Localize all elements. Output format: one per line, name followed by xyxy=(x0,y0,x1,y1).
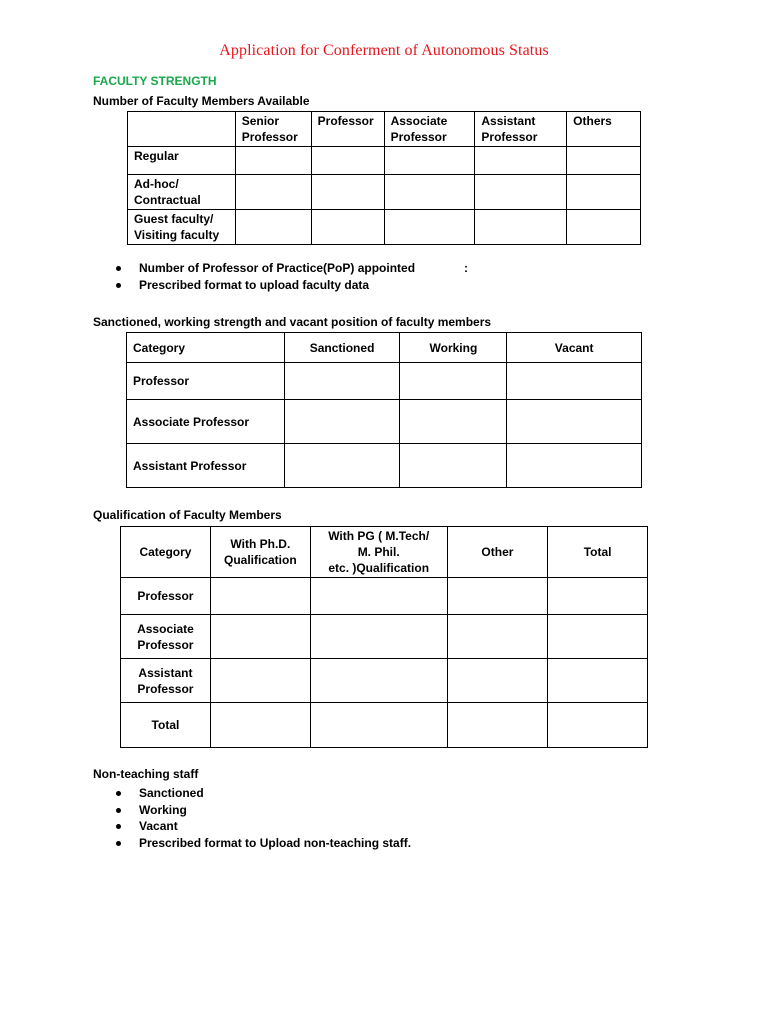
sanctioned-heading: Sanctioned, working strength and vacant position of faculty members xyxy=(93,315,492,329)
row-label xyxy=(121,659,211,703)
blank-entry-cell[interactable] xyxy=(310,659,447,703)
blank-entry-cell[interactable] xyxy=(235,147,311,175)
column-header-text: Working xyxy=(429,340,478,355)
list-item xyxy=(108,835,411,852)
row-label-text: Regular xyxy=(134,149,179,163)
blank-entry-cell[interactable] xyxy=(548,578,648,615)
column-header xyxy=(121,527,211,578)
blank-entry-cell[interactable] xyxy=(400,400,507,444)
column-header-text: With PG ( M.Tech/ M. Phil. etc. )Qualification xyxy=(328,529,430,575)
blank-entry-cell[interactable] xyxy=(447,578,548,615)
blank-entry-cell[interactable] xyxy=(507,363,642,400)
table-row xyxy=(121,659,648,703)
row-label xyxy=(121,578,211,615)
qualification-table xyxy=(120,526,648,748)
list-item xyxy=(108,802,411,819)
table-row xyxy=(128,147,641,175)
row-label-text: Associate Professor xyxy=(137,621,194,652)
column-header-text: Assistant Professor xyxy=(481,114,538,144)
blank-entry-cell[interactable] xyxy=(284,444,400,488)
column-header xyxy=(210,527,310,578)
blank-entry-cell[interactable] xyxy=(475,210,567,245)
row-label xyxy=(121,703,211,748)
blank-entry-cell[interactable] xyxy=(400,444,507,488)
blank-entry-cell[interactable] xyxy=(310,615,447,659)
row-label xyxy=(128,210,236,245)
column-header xyxy=(447,527,548,578)
row-label-text: Ad-hoc/ Contractual xyxy=(134,177,201,207)
column-header xyxy=(311,112,384,147)
column-header xyxy=(475,112,567,147)
row-label-text: Total xyxy=(151,718,180,732)
row-label-text: Associate Professor xyxy=(133,414,250,429)
table-row xyxy=(121,615,648,659)
column-header-text: Category xyxy=(133,340,186,355)
table-row xyxy=(128,210,641,245)
blank-entry-cell[interactable] xyxy=(310,578,447,615)
row-label-text: Assistant Professor xyxy=(133,458,247,473)
column-header-text: Category xyxy=(139,545,192,559)
non-teaching-bullet-list xyxy=(108,785,411,852)
column-header xyxy=(310,527,447,578)
column-header-text: Sanctioned xyxy=(309,340,375,355)
document-title: Application for Conferment of Autonomous Status xyxy=(219,42,549,59)
blank-entry-cell[interactable] xyxy=(284,363,400,400)
column-header xyxy=(384,112,475,147)
table-row xyxy=(127,363,642,400)
blank-entry-cell[interactable] xyxy=(210,578,310,615)
list-item xyxy=(108,260,468,277)
blank-entry-cell[interactable] xyxy=(548,615,648,659)
header-row xyxy=(128,112,641,147)
sanctioned-table xyxy=(126,332,642,488)
blank-entry-cell[interactable] xyxy=(210,615,310,659)
blank-entry-cell[interactable] xyxy=(507,400,642,444)
column-header xyxy=(548,527,648,578)
blank-entry-cell[interactable] xyxy=(384,147,475,175)
row-label xyxy=(128,147,236,175)
header-row xyxy=(121,527,648,578)
table-row xyxy=(127,400,642,444)
row-label-text: Professor xyxy=(133,374,190,388)
blank-entry-cell[interactable] xyxy=(447,659,548,703)
blank-entry-cell[interactable] xyxy=(384,175,475,210)
list-item xyxy=(108,785,411,802)
blank-entry-cell[interactable] xyxy=(447,615,548,659)
blank-entry-cell[interactable] xyxy=(507,444,642,488)
blank-entry-cell[interactable] xyxy=(548,703,648,748)
blank-entry-cell[interactable] xyxy=(310,703,447,748)
row-label xyxy=(121,615,211,659)
row-label-text: Guest faculty/ Visiting faculty xyxy=(134,212,220,242)
row-label xyxy=(128,175,236,210)
row-label xyxy=(127,444,285,488)
blank-entry-cell[interactable] xyxy=(447,703,548,748)
blank-entry-cell[interactable] xyxy=(210,703,310,748)
blank-entry-cell[interactable] xyxy=(548,659,648,703)
blank-entry-cell[interactable] xyxy=(235,175,311,210)
list-item-text: Prescribed format to upload faculty data xyxy=(139,277,370,292)
column-header-text: Associate Professor xyxy=(390,114,448,144)
blank-entry-cell[interactable] xyxy=(475,175,567,210)
table-row xyxy=(127,444,642,488)
blank-entry-cell[interactable] xyxy=(567,175,641,210)
row-label xyxy=(127,363,285,400)
faculty-bullet-list xyxy=(108,260,468,293)
qualification-heading: Qualification of Faculty Members xyxy=(93,508,282,522)
blank-entry-cell[interactable] xyxy=(384,210,475,245)
row-label-text: Professor xyxy=(137,589,194,603)
blank-entry-cell[interactable] xyxy=(475,147,567,175)
table-row xyxy=(121,703,648,748)
blank-entry-cell[interactable] xyxy=(567,147,641,175)
column-header-text xyxy=(128,112,235,114)
section-label: FACULTY STRENGTH xyxy=(93,74,217,88)
table-row xyxy=(121,578,648,615)
list-item xyxy=(108,277,415,294)
blank-entry-cell[interactable] xyxy=(567,210,641,245)
column-header-text: Vacant xyxy=(554,340,594,355)
column-header xyxy=(127,333,285,363)
column-header xyxy=(128,112,236,147)
blank-entry-cell[interactable] xyxy=(400,363,507,400)
column-header xyxy=(507,333,642,363)
row-label xyxy=(127,400,285,444)
column-header xyxy=(567,112,641,147)
column-header xyxy=(235,112,311,147)
faculty-available-table xyxy=(127,111,641,245)
blank-entry-cell[interactable] xyxy=(311,210,384,245)
column-header-text: Professor xyxy=(317,114,374,128)
blank-entry-cell[interactable] xyxy=(284,400,400,444)
blank-entry-cell[interactable] xyxy=(210,659,310,703)
pop-colon: : xyxy=(464,261,468,275)
column-header-text: Others xyxy=(573,114,612,128)
list-item-text: Vacant xyxy=(139,819,178,834)
column-header-text: Senior Professor xyxy=(241,114,298,144)
table-row xyxy=(128,175,641,210)
column-header-text: Total xyxy=(583,545,612,559)
list-item-text: Number of Professor of Practice(PoP) appointed xyxy=(139,261,416,275)
row-label-text: Assistant Professor xyxy=(137,665,194,696)
column-header-text: With Ph.D. Qualification xyxy=(224,537,297,567)
blank-entry-cell[interactable] xyxy=(311,175,384,210)
list-item-text: Working xyxy=(139,802,187,817)
column-header xyxy=(284,333,400,363)
column-header-text: Other xyxy=(481,545,514,559)
non-teaching-heading: Non-teaching staff xyxy=(93,767,199,781)
list-item-text: Sanctioned xyxy=(139,786,204,800)
blank-entry-cell[interactable] xyxy=(311,147,384,175)
list-item xyxy=(108,818,411,835)
faculty-available-heading: Number of Faculty Members Available xyxy=(93,94,310,108)
header-row xyxy=(127,333,642,363)
blank-entry-cell[interactable] xyxy=(235,210,311,245)
list-item-text: Prescribed format to Upload non-teaching staff. xyxy=(139,836,412,851)
column-header xyxy=(400,333,507,363)
